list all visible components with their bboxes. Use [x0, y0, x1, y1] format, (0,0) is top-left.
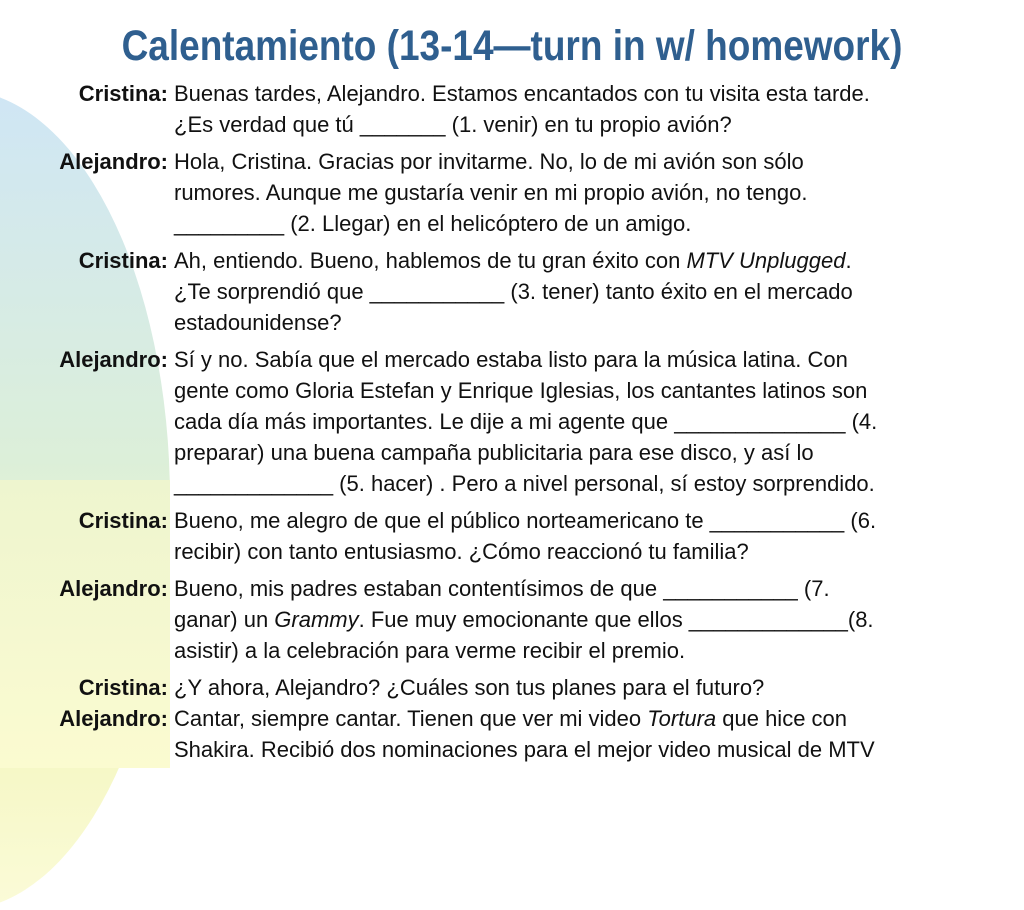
speech-text [174, 245, 853, 338]
speech-text [174, 573, 874, 666]
speaker-name: Cristina: [78, 675, 168, 700]
speech-fragment: . [845, 248, 852, 273]
speech-line [174, 703, 875, 734]
speech-line: recibir) con tanto entusiasmo. ¿Cómo reaccionó tu familia? [174, 539, 749, 564]
speech-fragment: que hice con [716, 706, 848, 731]
speaker-name: Cristina: [78, 81, 168, 106]
dialogue-turn [0, 672, 1024, 703]
speech-line [174, 604, 874, 635]
dialogue-turn [0, 573, 1024, 666]
italic-title: Grammy [274, 607, 359, 632]
speech-line: estadounidense? [174, 310, 342, 335]
speech-text [174, 78, 870, 140]
speech-line: Sí y no. Sabía que el mercado estaba listo para la música latina. Con [174, 347, 848, 372]
speaker-name: Alejandro: [59, 347, 168, 372]
speaker-name: Cristina: [78, 508, 168, 533]
speech-line: rumores. Aunque me gustaría venir en mi propio avión, no tengo. [174, 180, 808, 205]
speech-line: _____________ (5. hacer) . Pero a nivel personal, sí estoy sorprendido. [174, 471, 875, 496]
speech-text [174, 505, 876, 567]
speech-line: asistir) a la celebración para verme recibir el premio. [174, 638, 686, 663]
dialogue-turn [0, 505, 1024, 567]
dialogue [0, 78, 1024, 771]
speaker-name: Alejandro: [59, 576, 168, 601]
speech-line: Buenas tardes, Alejandro. Estamos encantados con tu visita esta tarde. [174, 81, 870, 106]
italic-title: MTV Unplugged [686, 248, 846, 273]
speech-line [174, 245, 853, 276]
speech-line: ¿Y ahora, Alejandro? ¿Cuáles son tus planes para el futuro? [174, 675, 765, 700]
speech-fragment: Cantar, siempre cantar. Tienen que ver mi video [174, 706, 648, 731]
speech-line: cada día más importantes. Le dije a mi agente que ______________ (4. [174, 409, 878, 434]
speaker-name: Cristina: [78, 248, 168, 273]
speech-line: ¿Es verdad que tú _______ (1. venir) en tu propio avión? [174, 112, 732, 137]
speech-text [174, 703, 875, 765]
speech-line: Shakira. Recibió dos nominaciones para el mejor video musical de MTV [174, 737, 875, 762]
dialogue-turn [0, 78, 1024, 140]
speech-line: ¿Te sorprendió que ___________ (3. tener) tanto éxito en el mercado [174, 279, 853, 304]
speaker-name: Alejandro: [59, 149, 168, 174]
speech-fragment: . Fue muy emocionante que ellos _____________(8. [358, 607, 874, 632]
speech-line: Hola, Cristina. Gracias por invitarme. No, lo de mi avión son sólo [174, 149, 804, 174]
italic-title: Tortura [647, 706, 717, 731]
speech-fragment: Ah, entiendo. Bueno, hablemos de tu gran éxito con [174, 248, 687, 273]
dialogue-turn [0, 146, 1024, 239]
dialogue-turn [0, 344, 1024, 499]
speech-line: Bueno, me alegro de que el público norteamericano te ___________ (6. [174, 508, 877, 533]
speech-fragment: ganar) un [174, 607, 275, 632]
slide-title: Calentamiento (13-14—turn in w/ homework) [121, 22, 903, 70]
speech-line: _________ (2. Llegar) en el helicóptero de un amigo. [174, 211, 692, 236]
dialogue-turn [0, 245, 1024, 338]
speaker-name: Alejandro: [59, 706, 168, 731]
speech-line: preparar) una buena campaña publicitaria para ese disco, y así lo [174, 440, 814, 465]
speech-text [174, 672, 764, 703]
speech-line: gente como Gloria Estefan y Enrique Iglesias, los cantantes latinos son [174, 378, 868, 403]
speech-line: Bueno, mis padres estaban contentísimos de que ___________ (7. [174, 576, 830, 601]
speech-text [174, 146, 807, 239]
dialogue-turn [0, 703, 1024, 765]
speech-text [174, 344, 877, 499]
